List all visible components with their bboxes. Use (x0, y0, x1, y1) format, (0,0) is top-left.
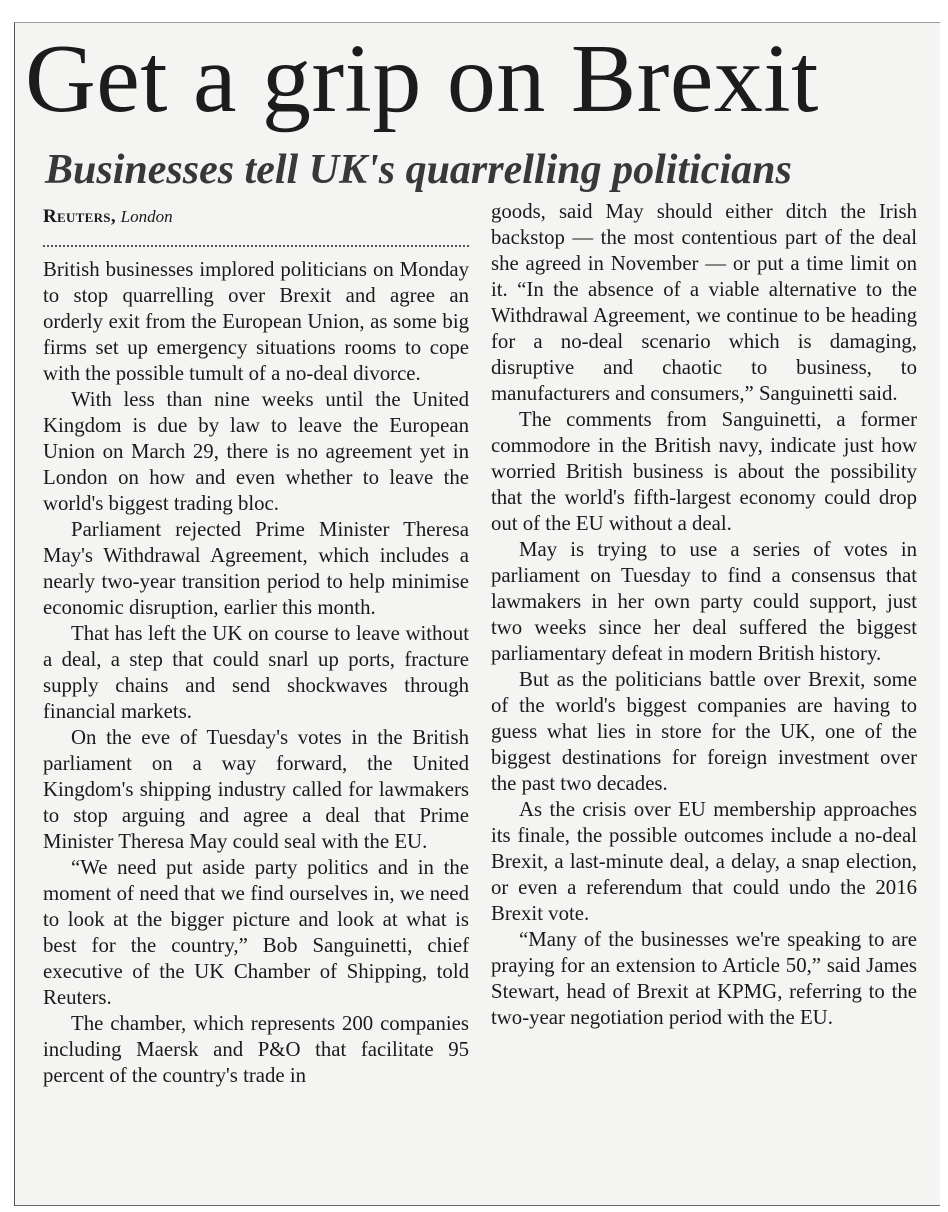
paragraph: May is trying to use a series of votes in parliament on Tuesday to find a consensus that lawmakers in her own party could support, just two weeks since her deal suffered the biggest parliamentary defeat in modern British history. (491, 538, 917, 665)
subheadline: Businesses tell UK's quarrelling politicians (45, 147, 792, 193)
headline: Get a grip on Brexit (25, 25, 819, 133)
paragraph: “Many of the businesses we're speaking to are praying for an extension to Article 50,” said James Stewart, head of Brexit at KPMG, referring to the two-year negotiation period with the EU. (491, 928, 917, 1029)
paragraph: “We need put aside party politics and in the moment of need that we find ourselves in, we need to look at the bigger picture and look at what is best for the country,” Bob Sanguinetti, chief executive of the UK Chamber of Shipping, told Reuters. (43, 856, 469, 1009)
paragraph: The comments from Sanguinetti, a former commodore in the British navy, indicate just how worried British business is about the possibility that the world's fifth-largest economy could drop out of the EU without a deal. (491, 408, 917, 535)
paragraph: On the eve of Tuesday's votes in the British parliament on a way forward, the United Kingdom's shipping industry called for lawmakers to stop arguing and agree a deal that Prime Minister Theresa May could seal with the EU. (43, 726, 469, 853)
paragraph: But as the politicians battle over Brexit, some of the world's biggest companies are having to guess what lies in store for the UK, one of the biggest destinations for foreign investment over the past two decades. (491, 668, 917, 795)
dateline (43, 203, 469, 231)
paragraph: The chamber, which represents 200 companies including Maersk and P&O that facilitate 95 percent of the country's trade in (43, 1012, 469, 1087)
paragraph-continued: goods, said May should either ditch the Irish backstop — the most contentious part of the deal she agreed in November — or put a time limit on it. “In the absence of a viable alternative to the Withdrawal Agreement, we continue to be heading for a no-deal scenario which is damaging, disruptive and chaotic to business, to manufacturers and consumers,” Sanguinetti said. (491, 200, 917, 405)
paragraph: British businesses implored politicians on Monday to stop quarrelling over Brexit and agree an orderly exit from the European Union, as some big firms set up emergency situations rooms to cope with the possible tumult of a no-deal divorce. (43, 258, 469, 385)
column-right (491, 199, 917, 1031)
news-agency: Reuters, (43, 206, 116, 227)
newspaper-clipping (14, 22, 940, 1206)
paragraph: That has left the UK on course to leave without a deal, a step that could snarl up ports, fracture supply chains and send shockwaves through financial markets. (43, 622, 469, 723)
paragraph: With less than nine weeks until the United Kingdom is due by law to leave the European Union on March 29, there is no agreement yet in London on how and even whether to leave the world's biggest trading bloc. (43, 388, 469, 515)
paragraph: Parliament rejected Prime Minister Theresa May's Withdrawal Agreement, which includes a nearly two-year transition period to help minimise economic disruption, earlier this month. (43, 518, 469, 619)
paragraph: As the crisis over EU membership approaches its finale, the possible outcomes include a no-deal Brexit, a last-minute deal, a delay, a snap election, or even a referendum that could undo the 2016 Brexit vote. (491, 798, 917, 925)
dateline-location: London (120, 207, 173, 226)
column-left (43, 203, 469, 1089)
dotted-rule (43, 245, 469, 247)
